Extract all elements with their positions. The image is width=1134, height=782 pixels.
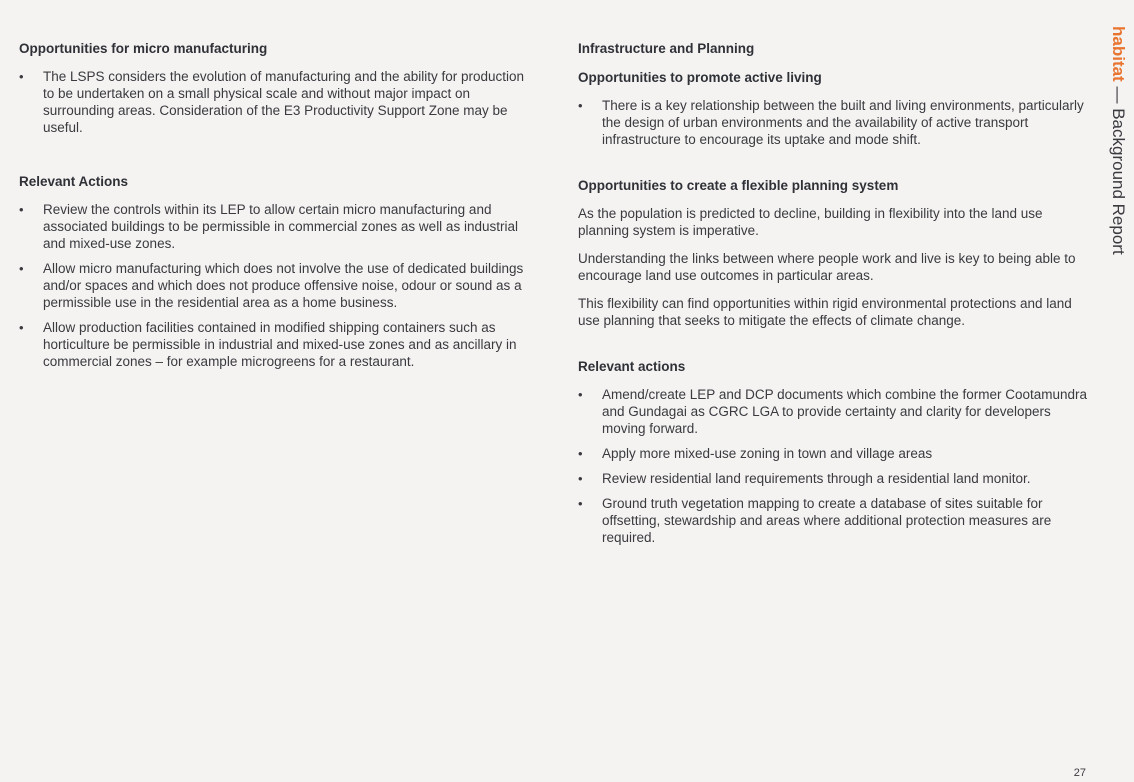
section-heading-active-living: Opportunities to promote active living xyxy=(578,70,822,85)
paragraph: This flexibility can find opportunities within rigid environmental protections and land use planning that seeks to mitigate the effects of climate change. xyxy=(578,296,1072,328)
right-column xyxy=(578,39,1090,554)
relevant-actions-list xyxy=(19,201,534,370)
list-item: • There is a key relationship between the built and living environments, particularly the design of urban environments and the availability of active transport infrastructure to encourage its uptake and mode shift. xyxy=(578,97,1090,148)
list-item: • Allow production facilities contained in modified shipping containers such as horticulture be permissible in industrial and mixed-use zones and as ancillary in commercial zones – for example microgreens for a restaurant. xyxy=(19,319,534,370)
section-heading-flexible-planning: Opportunities to create a flexible planning system xyxy=(578,178,899,193)
title-separator: — xyxy=(1109,86,1128,104)
paragraph: As the population is predicted to decline, building in flexibility into the land use planning system is imperative. xyxy=(578,206,1043,238)
relevant-actions-right-list xyxy=(578,386,1090,546)
brand-logo-text: habitat xyxy=(1109,26,1128,82)
active-living-list xyxy=(578,97,1090,148)
left-column xyxy=(19,39,534,378)
paragraph: Understanding the links between where people work and live is key to being able to encourage land use outcomes in particular areas. xyxy=(578,251,1076,283)
heading-infrastructure-planning: Infrastructure and Planning xyxy=(578,41,755,56)
list-item: • Allow micro manufacturing which does not involve the use of dedicated buildings and/or spaces and which does not produce offensive noise, odour or sound as a permissible use in the residential area as a home business. xyxy=(19,260,534,311)
list-item: • Review the controls within its LEP to allow certain micro manufacturing and associated buildings to be permissible in commercial zones as well as industrial and mixed-use zones. xyxy=(19,201,534,252)
document-title-vertical xyxy=(1108,26,1128,255)
section-heading-relevant-actions-right: Relevant actions xyxy=(578,359,686,374)
list-item: • Ground truth vegetation mapping to create a database of sites suitable for offsetting, stewardship and areas where additional protection measures are required. xyxy=(578,495,1090,546)
page-number: 27 xyxy=(1073,767,1086,779)
list-item: • Amend/create LEP and DCP documents which combine the former Cootamundra and Gundagai as CGRC LGA to provide certainty and clarity for developers moving forward. xyxy=(578,386,1090,437)
document-title: Background Report xyxy=(1109,108,1128,255)
section-heading-relevant-actions: Relevant Actions xyxy=(19,174,129,189)
section-heading-micro-manufacturing: Opportunities for micro manufacturing xyxy=(19,41,268,56)
list-item: • The LSPS considers the evolution of manufacturing and the ability for production to be undertaken on a small physical scale and without major impact on surrounding areas. Consideration of the E3 Productivity Support Zone may be useful. xyxy=(19,68,534,136)
micro-manufacturing-list xyxy=(19,68,534,136)
list-item: • Review residential land requirements through a residential land monitor. xyxy=(578,470,1090,487)
list-item: • Apply more mixed-use zoning in town and village areas xyxy=(578,445,1090,462)
